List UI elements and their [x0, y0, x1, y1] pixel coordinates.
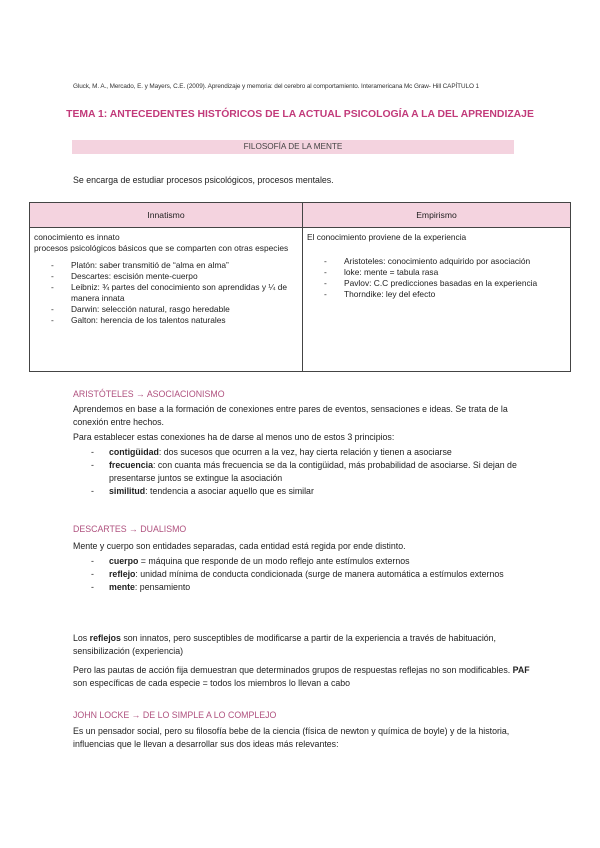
empirismo-list: [307, 256, 566, 300]
list-item: - Descartes: escisión mente-cuerpo: [51, 271, 198, 281]
locke-para1: Es un pensador social, pero su filosofía bebe de la ciencia (física de newton y química de boyle) y de la historia, influencias que le llevan a desarrollar sus dos ideas más relevantes:: [73, 726, 510, 749]
paf-paragraph: Pero las pautas de acción fija demuestran que determinados grupos de respuestas reflejas no son modificables. PAF son específicas de cada especie = todos los miembros lo llevan a cabo: [73, 665, 530, 688]
page-title: TEMA 1: ANTECEDENTES HISTÓRICOS DE LA ACTUAL PSICOLOGÍA A LA DEL APRENDIZAJE: [66, 109, 534, 120]
comparison-table: [29, 202, 571, 372]
list-item: - Aristoteles: conocimiento adquirido por asociación: [324, 256, 531, 266]
innatismo-line1: conocimiento es innato: [34, 232, 120, 242]
intro-text: Se encarga de estudiar procesos psicológicos, procesos mentales.: [73, 175, 334, 185]
list-item: - Galton: herencia de los talentos naturales: [51, 315, 226, 325]
reflejos-paragraph: Los reflejos son innatos, pero susceptibles de modificarse a partir de la experiencia a través de habituación, sensibilización (experiencia): [73, 633, 496, 656]
principles-list: [73, 446, 533, 498]
table-row: [30, 228, 571, 372]
list-item: - reflejo: unidad mínima de conducta condicionada (surge de manera automática a estímulos externos: [91, 569, 504, 579]
table-header-row: [30, 203, 571, 228]
innatismo-line2: procesos psicológicos básicos que se comparten con otras especies: [34, 243, 289, 253]
header-innatismo: Innatismo: [30, 203, 303, 228]
empirismo-line1: El conocimiento proviene de la experiencia: [307, 232, 467, 242]
heading-aristoteles: ARISTÓTELES → ASOCIACIONISMO: [73, 389, 225, 399]
heading-locke: JOHN LOCKE → DE LO SIMPLE A LO COMPLEJO: [73, 710, 277, 720]
list-item: - Platón: saber transmitió de “alma en alma”: [51, 260, 229, 270]
list-item: - Pavlov: C.C predicciones basadas en la experiencia: [324, 278, 538, 288]
aristoteles-para1: Aprendemos en base a la formación de conexiones entre pares de eventos, sensaciones e ideas. Se trata de la conexión entre hechos.: [73, 404, 508, 427]
descartes-list: [73, 555, 533, 594]
list-item: - Leibniz: ¾ partes del conocimiento son aprendidas y ¼ de manera innata: [51, 282, 288, 303]
heading-descartes: DESCARTES → DUALISMO: [73, 524, 187, 534]
header-empirismo: Empirismo: [303, 203, 571, 228]
section-subtitle: FILOSOFÍA DE LA MENTE: [72, 140, 514, 154]
innatismo-list: [34, 260, 298, 326]
list-item: - loke: mente = tabula rasa: [324, 267, 439, 277]
list-item: - cuerpo = máquina que responde de un modo reflejo ante estímulos externos: [91, 556, 410, 566]
list-item: - mente: pensamiento: [91, 582, 191, 592]
list-item: - Darwin: selección natural, rasgo heredable: [51, 304, 230, 314]
aristoteles-para2: Para establecer estas conexiones ha de darse al menos uno de estos 3 principios:: [73, 432, 395, 442]
list-item: - frecuencia: con cuanta más frecuencia se da la contigüidad, más probabilidad de asociarse. Si dejan de presentarse juntos se extingue la asociación: [91, 460, 517, 483]
descartes-para1: Mente y cuerpo son entidades separadas, cada entidad está regida por ende distinto.: [73, 541, 406, 551]
list-item: - Thorndike: ley del efecto: [324, 289, 436, 299]
list-item: - contigüidad: dos sucesos que ocurren a la vez, hay cierta relación y tienen a asociarse: [91, 447, 452, 457]
list-item: - similitud: tendencia a asociar aquello que es similar: [91, 486, 314, 496]
citation: Gluck, M. A., Mercado, E. y Mayers, C.E. (2009). Aprendizaje y memoria: del cerebro al comportamiento. Interamericana Mc Graw- Hill CAPÍTULO 1: [73, 83, 479, 90]
cell-innatismo: [30, 228, 303, 372]
cell-empirismo: [303, 228, 571, 372]
